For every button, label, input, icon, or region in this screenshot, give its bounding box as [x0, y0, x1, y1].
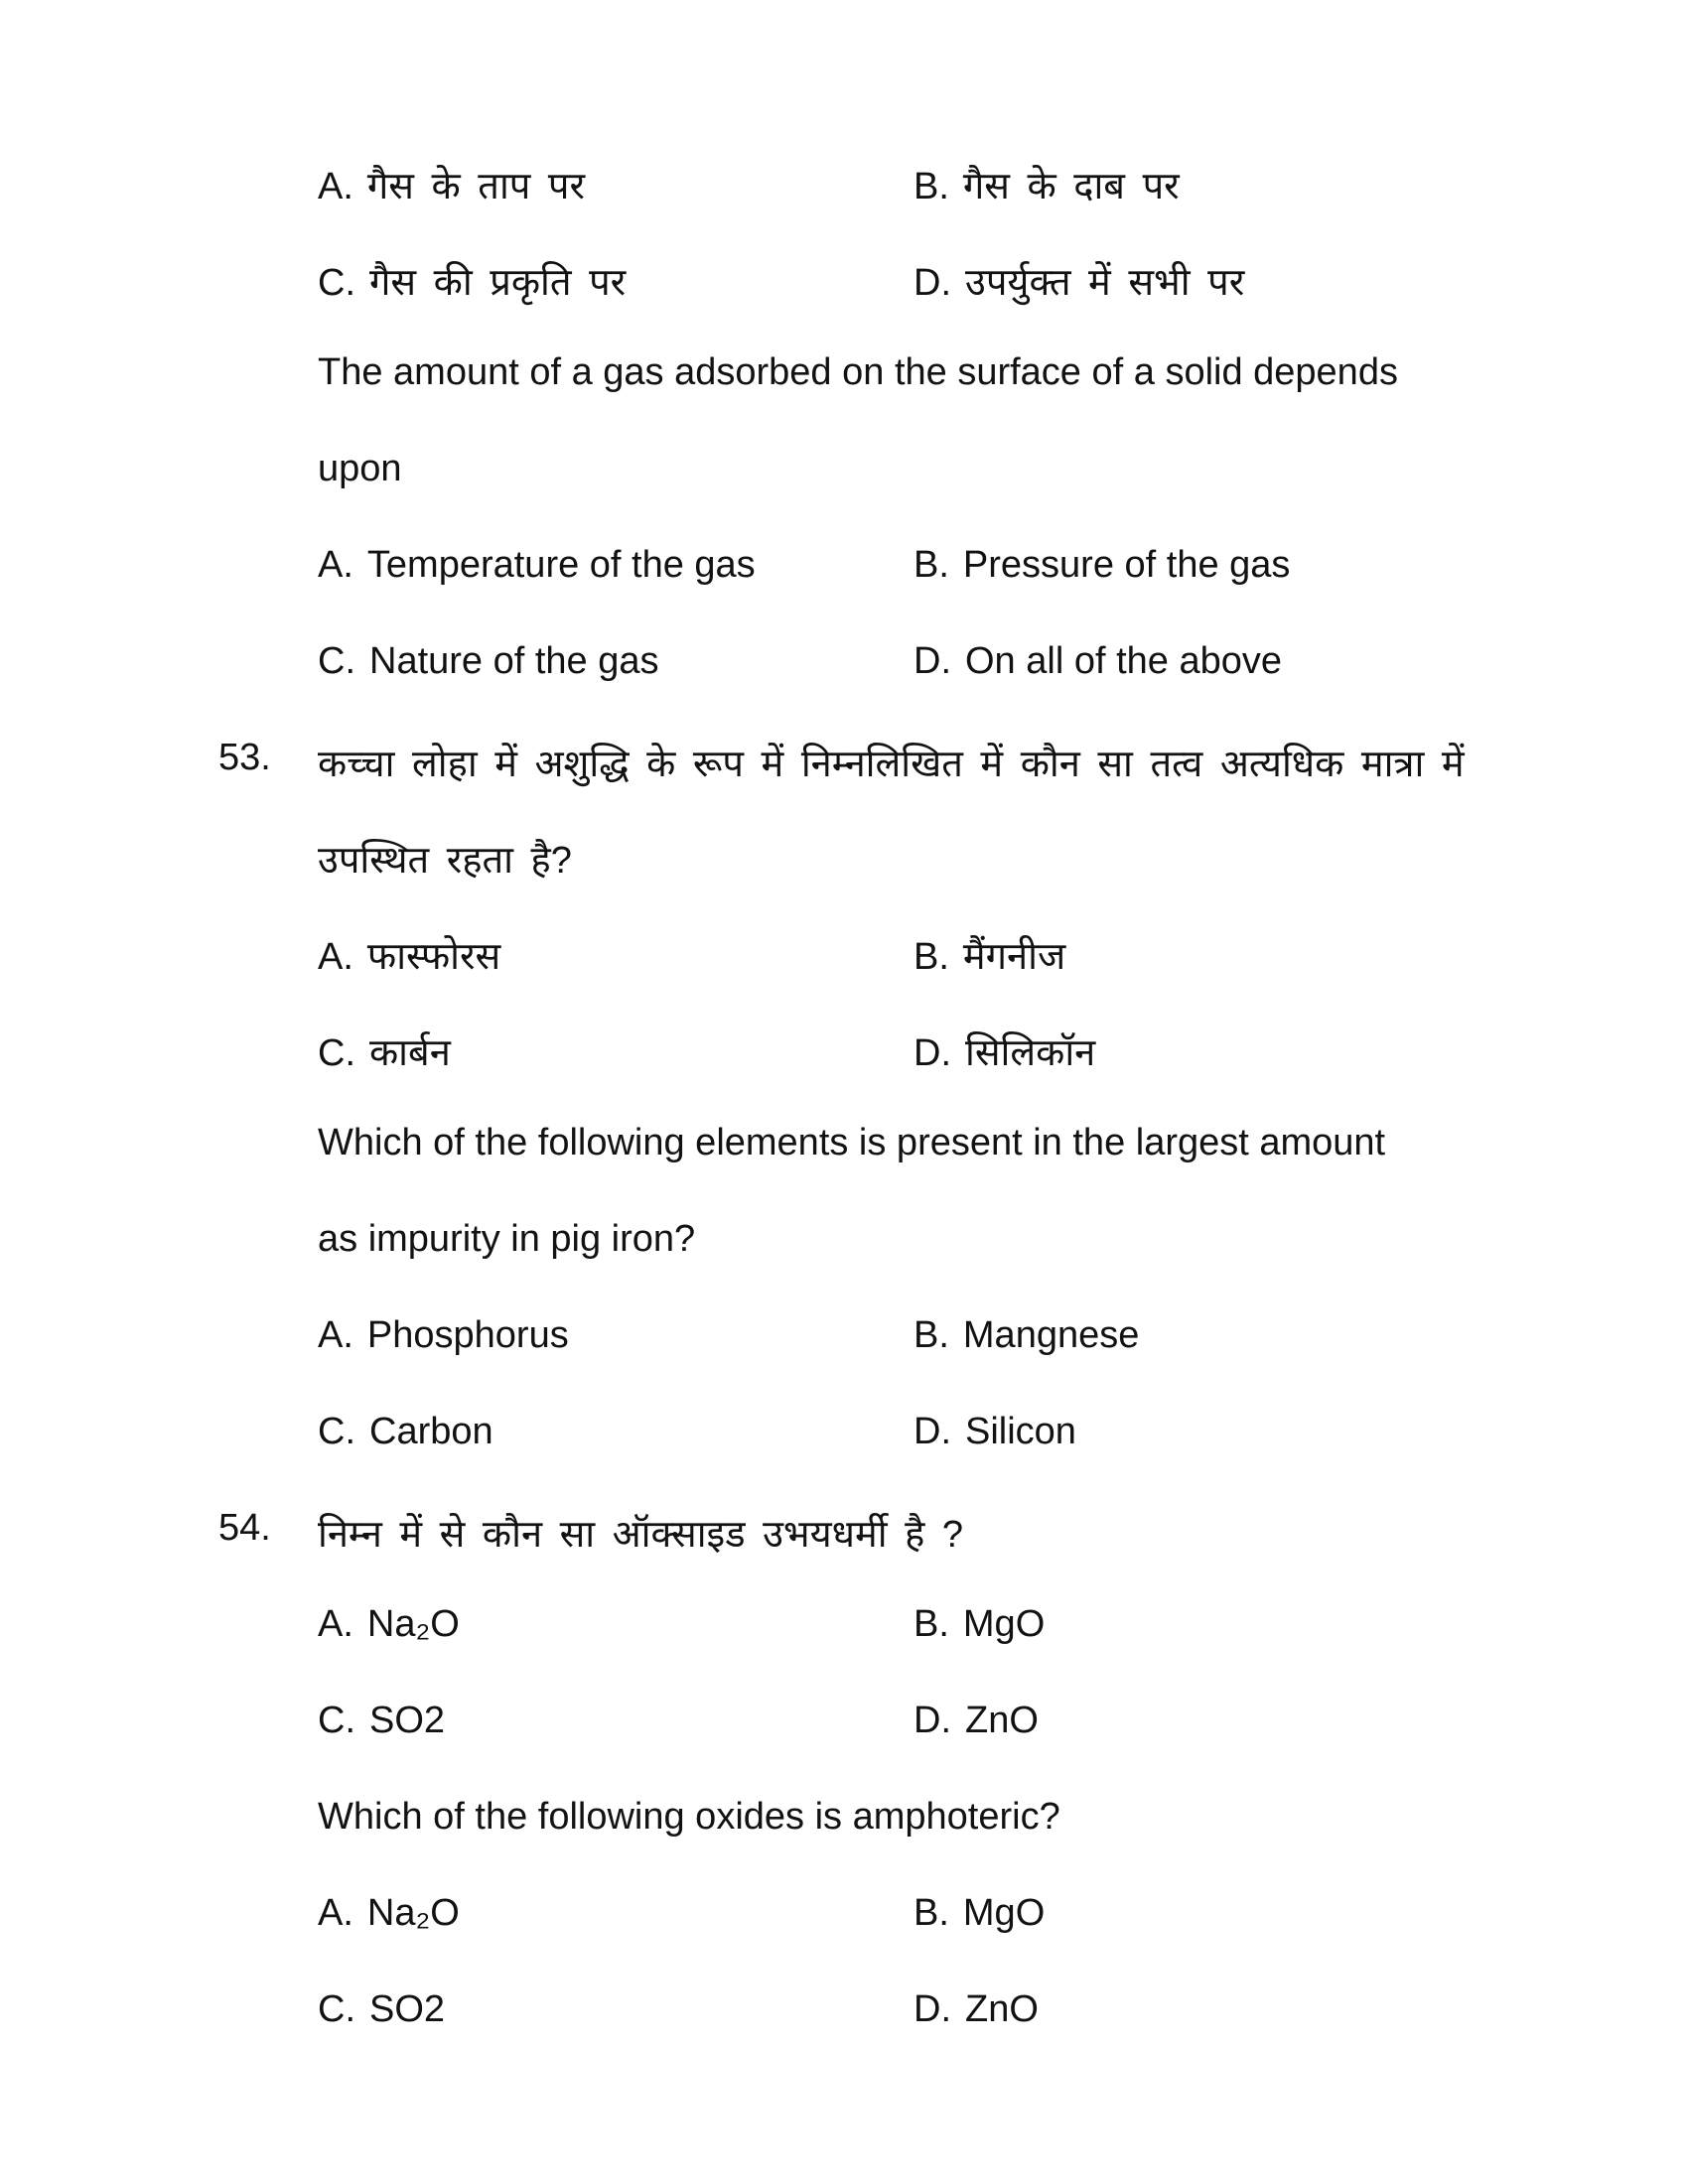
option-text: मैंगनीज — [962, 936, 1066, 978]
option-text: SO2 — [369, 1988, 446, 2030]
q53-hindi-question-line-2 — [0, 825, 1688, 921]
q53-english-question-line-1 — [0, 1114, 1688, 1210]
option-label: B. — [914, 544, 949, 586]
q53-hindi-options-row-2 — [0, 1018, 1688, 1114]
q53-english-options-row-1 — [0, 1306, 1688, 1403]
top-hindi-options-row-2 — [0, 247, 1688, 343]
question-text-hindi: उपस्थित रहता है? — [318, 840, 572, 882]
option-label: C. — [318, 1411, 355, 1452]
option-label: C. — [318, 262, 355, 304]
option-text: उपर्युक्त में सभी पर — [965, 262, 1245, 304]
option-text: Mangnese — [962, 1314, 1140, 1356]
option-label: D. — [914, 1411, 951, 1452]
option-label: C. — [318, 640, 355, 682]
q53-english-options-row-2 — [0, 1403, 1688, 1499]
option-label: B. — [914, 1603, 949, 1645]
question-text-hindi: निम्न में से कौन सा ऑक्साइड उभयधर्मी है ? — [318, 1514, 964, 1556]
q53-hindi-option-b — [914, 929, 1065, 981]
q53-english-option-c — [318, 1411, 493, 1453]
option-label: D. — [914, 1988, 951, 2030]
question-text-english: Which of the following elements is present in the largest amount — [318, 1122, 1386, 1163]
top-hindi-option-b — [914, 159, 1180, 210]
option-label: B. — [914, 936, 949, 978]
question-text-english: as impurity in pig iron? — [318, 1218, 696, 1260]
option-label: A. — [318, 166, 353, 207]
option-text: सिलिकॉन — [965, 1032, 1096, 1074]
option-text: Silicon — [965, 1411, 1076, 1452]
top-hindi-option-d — [914, 255, 1244, 307]
option-label: C. — [318, 1988, 355, 2030]
q53-hindi-option-c — [318, 1025, 451, 1077]
option-text: Carbon — [369, 1411, 493, 1452]
q54-options2-row-1 — [0, 1884, 1688, 1980]
option-text: MgO — [962, 1603, 1046, 1645]
q54-second-option-d — [914, 1988, 1039, 2031]
q53-english-question-line-2 — [0, 1210, 1688, 1306]
option-text: गैस की प्रकृति पर — [369, 262, 627, 304]
question-text-hindi: कच्चा लोहा में अशुद्धि के रूप में निम्नलिखित में कौन सा तत्व अत्यधिक मात्रा में — [318, 744, 1465, 785]
top-english-option-a — [318, 544, 756, 587]
option-text: MgO — [962, 1892, 1046, 1934]
option-label: B. — [914, 1892, 949, 1934]
question-text-english: The amount of a gas adsorbed on the surface of a solid depends — [318, 351, 1398, 393]
q54-first-option-d — [914, 1700, 1039, 1742]
top-english-option-d — [914, 640, 1282, 683]
q53-hindi-option-a — [318, 929, 500, 981]
q53-hindi-option-d — [914, 1025, 1095, 1077]
option-text: फास्फोरस — [366, 936, 501, 978]
top-english-question-line-2 — [0, 440, 1688, 536]
option-text: On all of the above — [965, 640, 1282, 682]
top-english-option-c — [318, 640, 659, 683]
q54-second-option-c — [318, 1988, 445, 2031]
q53-english-option-b — [914, 1314, 1139, 1357]
top-english-options-row-2 — [0, 632, 1688, 729]
top-hindi-options-row-1 — [0, 151, 1688, 247]
option-label: C. — [318, 1032, 355, 1074]
option-text: गैस के ताप पर — [366, 166, 586, 207]
option-label: A. — [318, 1314, 353, 1356]
top-hindi-option-c — [318, 255, 626, 307]
option-text: SO2 — [369, 1700, 446, 1741]
option-label: C. — [318, 1700, 355, 1741]
q54-hindi-question-line — [0, 1499, 1688, 1595]
q54-second-option-b — [914, 1892, 1045, 1935]
q53-english-option-a — [318, 1314, 569, 1357]
option-text: Na₂O — [366, 1892, 460, 1934]
q54-options2-row-2 — [0, 1980, 1688, 2077]
option-text: ZnO — [965, 1988, 1039, 2030]
q53-hindi-question-line-1 — [0, 729, 1688, 825]
question-text-english: upon — [318, 448, 402, 489]
q54-first-option-a — [318, 1603, 460, 1646]
top-hindi-option-a — [318, 159, 585, 210]
q53-hindi-options-row-1 — [0, 921, 1688, 1018]
option-text: कार्बन — [369, 1032, 451, 1074]
question-number: 53. — [218, 737, 271, 778]
exam-content — [0, 151, 1688, 2077]
option-label: B. — [914, 166, 949, 207]
q53-english-option-d — [914, 1411, 1076, 1453]
top-english-question-line-1 — [0, 343, 1688, 440]
option-label: D. — [914, 640, 951, 682]
option-label: D. — [914, 1032, 951, 1074]
option-text: ZnO — [965, 1700, 1039, 1741]
option-label: D. — [914, 1700, 951, 1741]
option-text: Nature of the gas — [369, 640, 659, 682]
top-english-option-b — [914, 544, 1290, 587]
question-text-english: Which of the following oxides is amphoteric? — [318, 1796, 1060, 1838]
q54-first-option-b — [914, 1603, 1045, 1646]
q54-options1-row-1 — [0, 1595, 1688, 1692]
option-text: Na₂O — [366, 1603, 460, 1645]
option-label: A. — [318, 936, 353, 978]
option-label: A. — [318, 544, 353, 586]
option-text: Phosphorus — [366, 1314, 569, 1356]
option-label: B. — [914, 1314, 949, 1356]
option-label: A. — [318, 1603, 353, 1645]
option-label: A. — [318, 1892, 353, 1934]
option-text: गैस के दाब पर — [962, 166, 1180, 207]
q54-second-option-a — [318, 1892, 460, 1935]
question-number: 54. — [218, 1507, 271, 1549]
q54-first-option-c — [318, 1700, 445, 1742]
top-english-options-row-1 — [0, 536, 1688, 632]
q54-english-question-line — [0, 1788, 1688, 1884]
option-text: Temperature of the gas — [366, 544, 756, 586]
option-text: Pressure of the gas — [962, 544, 1291, 586]
option-label: D. — [914, 262, 951, 304]
q54-options1-row-2 — [0, 1692, 1688, 1788]
